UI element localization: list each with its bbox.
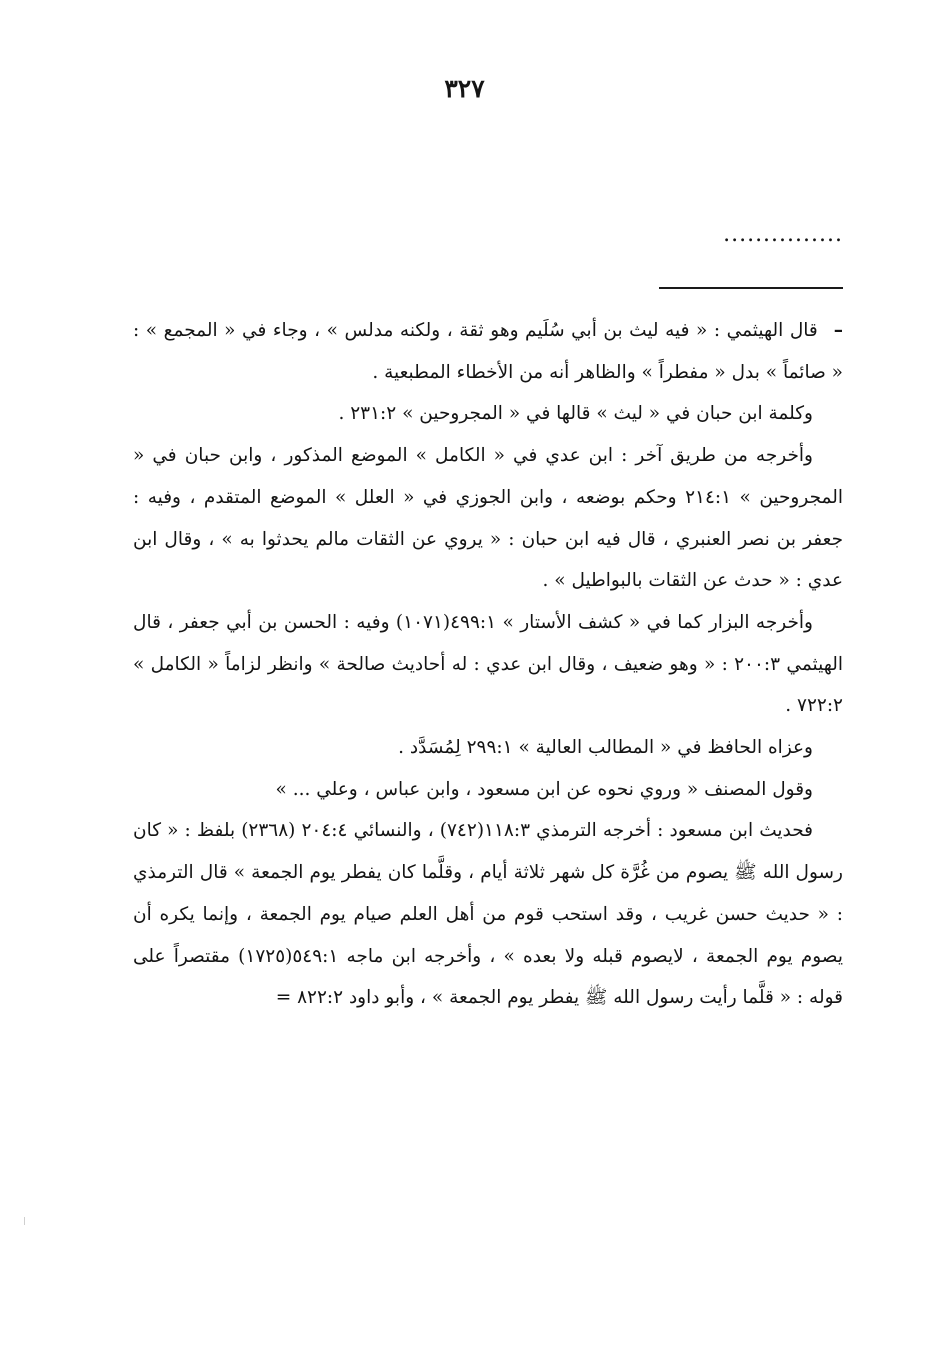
footnote-paragraph-1	[133, 310, 843, 393]
footnote-paragraph-5: وعزاه الحافظ في « المطالب العالية » ٢٩٩:١ لِمُسَدَّد .	[398, 737, 813, 759]
separator-dots: ...............	[723, 222, 843, 247]
footnote-divider	[659, 287, 843, 289]
footnote-paragraph-6: وقول المصنف « وروي نحوه عن ابن مسعود ، وابن عباس ، وعلي ... »	[275, 778, 813, 800]
footnote-dash-marker: –	[833, 320, 843, 341]
footnote-paragraph-2: وكلمة ابن حبان في « ليث » قالها في « المجروحين » ٢٣١:٢ .	[338, 403, 813, 425]
footnote-paragraph-4: وأخرجه البزار كما في « كشف الأستار » ٤٩٩:١(١٠٧١) وفيه : الحسن بن أبي جعفر ، قال الهيثمي ٢٠٠:٣ : « وهو ضعيف ، وقال ابن عدي : له أحاديث صالحة » وانظر لزاماً « الكامل » ٧٢٢:٢ .	[133, 611, 843, 717]
footnote-paragraph-7: فحديث ابن مسعود : أخرجه الترمذي ١١٨:٣(٧٤٢) ، والنسائي ٢٠٤:٤ (٢٣٦٨) بلفظ : « كان رسول الله ﷺ يصوم من غُرَّة كل شهر ثلاثة أيام ، وقلَّما كان يفطر يوم الجمعة » قال الترمذي : « حديث حسن غريب ، وقد استحب قوم من أهل العلم صيام يوم الجمعة ، وإنما يكره أن يصوم يوم الجمعة ، لايصوم قبله ولا بعده » ، وأخرجه ابن ماجه ٥٤٩:١(١٧٢٥) مقتصراً على قوله : « قلَّما رأيت رسول الله ﷺ يفطر يوم الجمعة » ، وأبو داود ٨٢٢:٢ =	[133, 820, 843, 1009]
footnote-paragraph-1-text: قال الهيثمي : « فيه ليث بن أبي سُلَيم وهو ثقة ، ولكنه مدلس » ، وجاء في « المجمع » : « صائماً » بدل « مفطراً » والظاهر أنه من الأخطاء المطبعية .	[133, 320, 843, 383]
footnote-body	[133, 310, 843, 1019]
scan-edge-mark	[24, 1217, 25, 1225]
footnote-paragraph-3: وأخرجه من طريق آخر : ابن عدي في « الكامل » الموضع المذكور ، وابن حبان في « المجروحين » ٢١٤:١ وحكم بوضعه ، وابن الجوزي في « العلل » الموضع المتقدم ، وفيه : جعفر بن نصر العنبري ، قال فيه ابن حبان : « يروي عن الثقات مالم يحدثوا به » ، وقال ابن عدي : « حدث عن الثقات بالبواطيل » .	[133, 445, 843, 592]
page-number: ٣٢٧	[444, 74, 485, 103]
